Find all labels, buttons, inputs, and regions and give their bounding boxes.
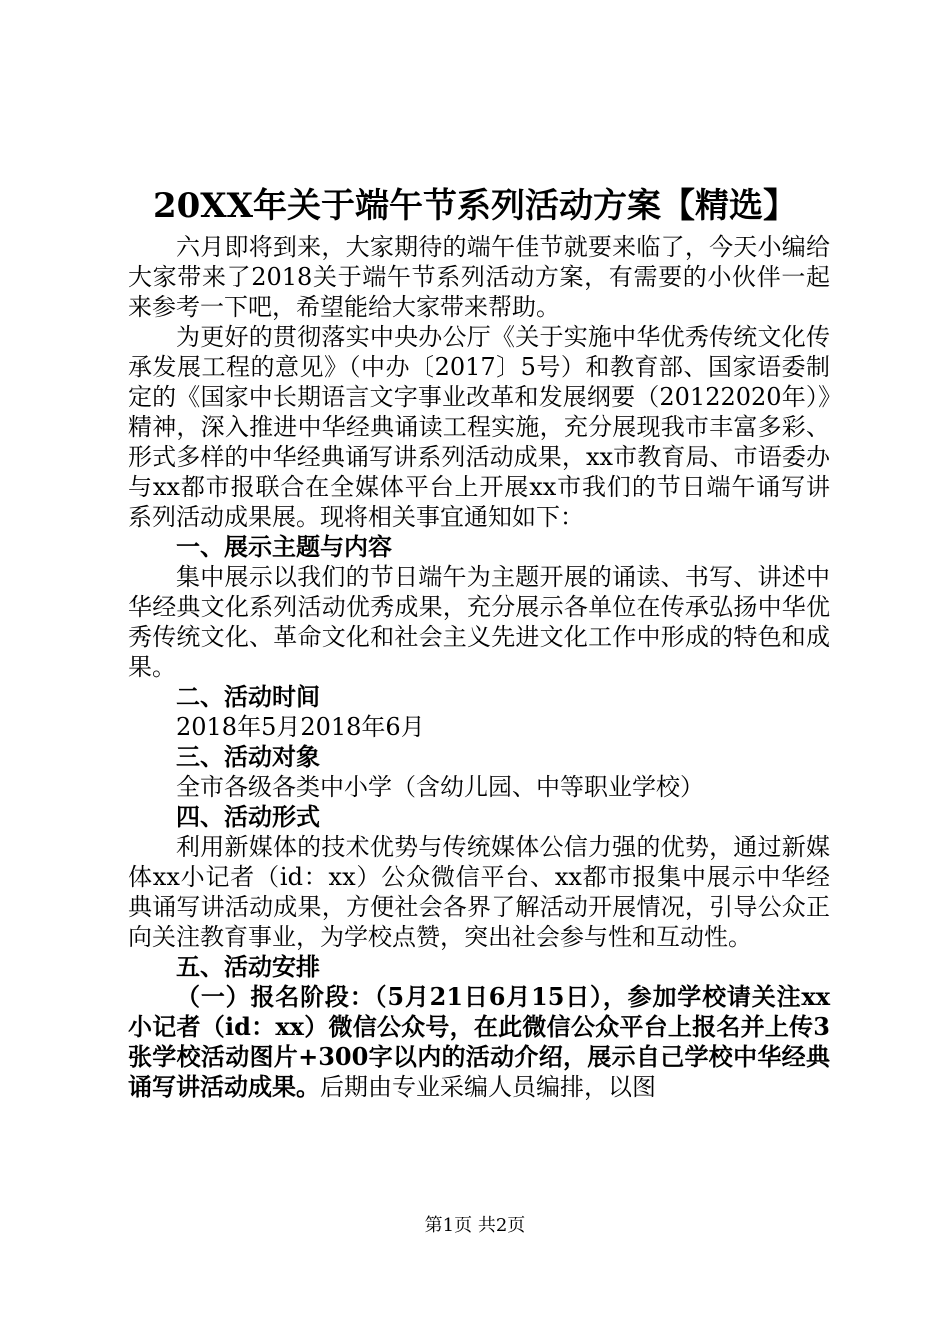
section-1-text: 集中展示以我们的节日端午为主题开展的诵读、书写、讲述中华经典文化系列活动优秀成果，充分展示各单位在传承弘扬中华优秀传统文化、革命文化和社会主义先进文化工作中形成的特色和成果。 xyxy=(128,563,830,681)
registration-stage-text: （一）报名阶段：（5月21日6月15日），参加学校请关注xx小记者（id：xx）微信公众号，在此微信公众平台上报名并上传3张学校活动图片+300字以内的活动介绍，展示自己学校中华经典诵写讲活动成果。 xyxy=(128,982,830,1101)
section-4-text: 利用新媒体的技术优势与传统媒体公信力强的优势，通过新媒体xx小记者（id：xx）公众微信平台、xx都市报集中展示中华经典诵写讲活动成果，方便社会各界了解活动开展情况，引导公众正向关注教育事业，为学校点赞，突出社会参与性和互动性。 xyxy=(128,833,830,951)
section-2-heading: 二、活动时间 xyxy=(176,682,320,711)
page-number: 第1页 共2页 xyxy=(424,1215,526,1236)
section-3-heading: 三、活动对象 xyxy=(176,742,320,771)
section-3-text: 全市各级各类中小学（含幼儿园、中等职业学校） xyxy=(176,773,704,801)
section-2-text: 2018年5月2018年6月 xyxy=(176,713,425,741)
intro-paragraph: 六月即将到来，大家期待的端午佳节就要来临了，今天小编给大家带来了2018关于端午节系列活动方案，有需要的小伙伴一起来参考一下吧，希望能给大家带来帮助。 xyxy=(128,233,830,321)
section-4-heading: 四、活动形式 xyxy=(176,802,320,831)
section-5-text xyxy=(128,982,830,1102)
registration-stage-continued: 后期由专业采编人员编排，以图 xyxy=(320,1073,656,1101)
section-1-heading: 一、展示主题与内容 xyxy=(176,532,392,561)
document-body xyxy=(128,232,830,1102)
document-title: 20XX年关于端午节系列活动方案【精选】 xyxy=(152,186,798,226)
section-5-heading: 五、活动安排 xyxy=(176,952,320,981)
notice-paragraph: 为更好的贯彻落实中央办公厅《关于实施中华优秀传统文化传承发展工程的意见》（中办〔2017〕5号）和教育部、国家语委制定的《国家中长期语言文字事业改革和发展纲要（20122020年）》精神，深入推进中华经典诵读工程实施，充分展现我市丰富多彩、形式多样的中华经典诵写讲系列活动成果，xx市教育局、市语委办与xx都市报联合在全媒体平台上开展xx市我们的节日端午诵写讲系列活动成果展。现将相关事宜通知如下： xyxy=(128,323,830,531)
